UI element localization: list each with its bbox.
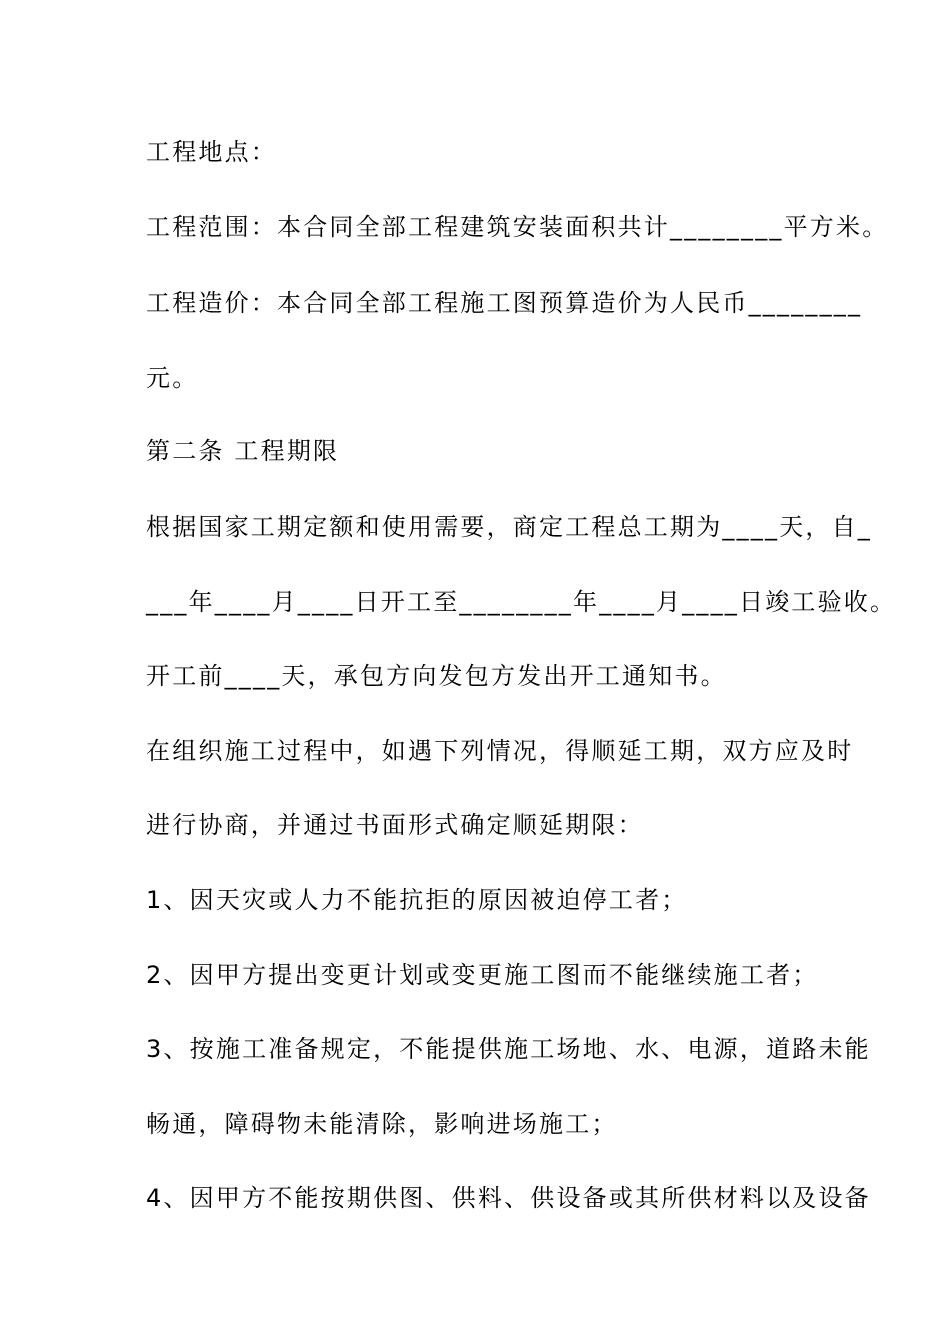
list-item-3: 3、按施工准备规定，不能提供施工场地、水、电源，道路未能 xyxy=(146,1035,871,1063)
list-item-1: 1、因天灾或人力不能抗拒的原因被迫停工者； xyxy=(146,886,688,914)
section-heading-term: 第二条 工程期限 xyxy=(146,437,340,465)
text-line-extension-1: 在组织施工过程中，如遇下列情况，得顺延工期，双方应及时 xyxy=(146,737,854,765)
text-line-term-1: 根据国家工期定额和使用需要，商定工程总工期为____天，自_ xyxy=(146,513,872,541)
text-line-location: 工程地点： xyxy=(146,138,277,166)
list-item-4: 4、因甲方不能按期供图、供料、供设备或其所供材料以及设备 xyxy=(146,1184,871,1212)
text-line-notice: 开工前____天，承包方向发包方发出开工通知书。 xyxy=(146,662,727,690)
text-line-cost-unit: 元。 xyxy=(146,364,199,392)
text-line-cost: 工程造价：本合同全部工程施工图预算造价为人民币________ xyxy=(146,289,863,317)
text-line-extension-2: 进行协商，并通过书面形式确定顺延期限： xyxy=(146,811,644,839)
text-line-term-2: ___年____月____日开工至________年____月____日竣工验收。 xyxy=(146,588,897,616)
list-item-3-cont: 畅通，障碍物未能清除，影响进场施工； xyxy=(146,1110,618,1138)
text-line-scope: 工程范围：本合同全部工程建筑安装面积共计________平方米。 xyxy=(146,213,889,241)
list-item-2: 2、因甲方提出变更计划或变更施工图而不能继续施工者； xyxy=(146,961,819,989)
